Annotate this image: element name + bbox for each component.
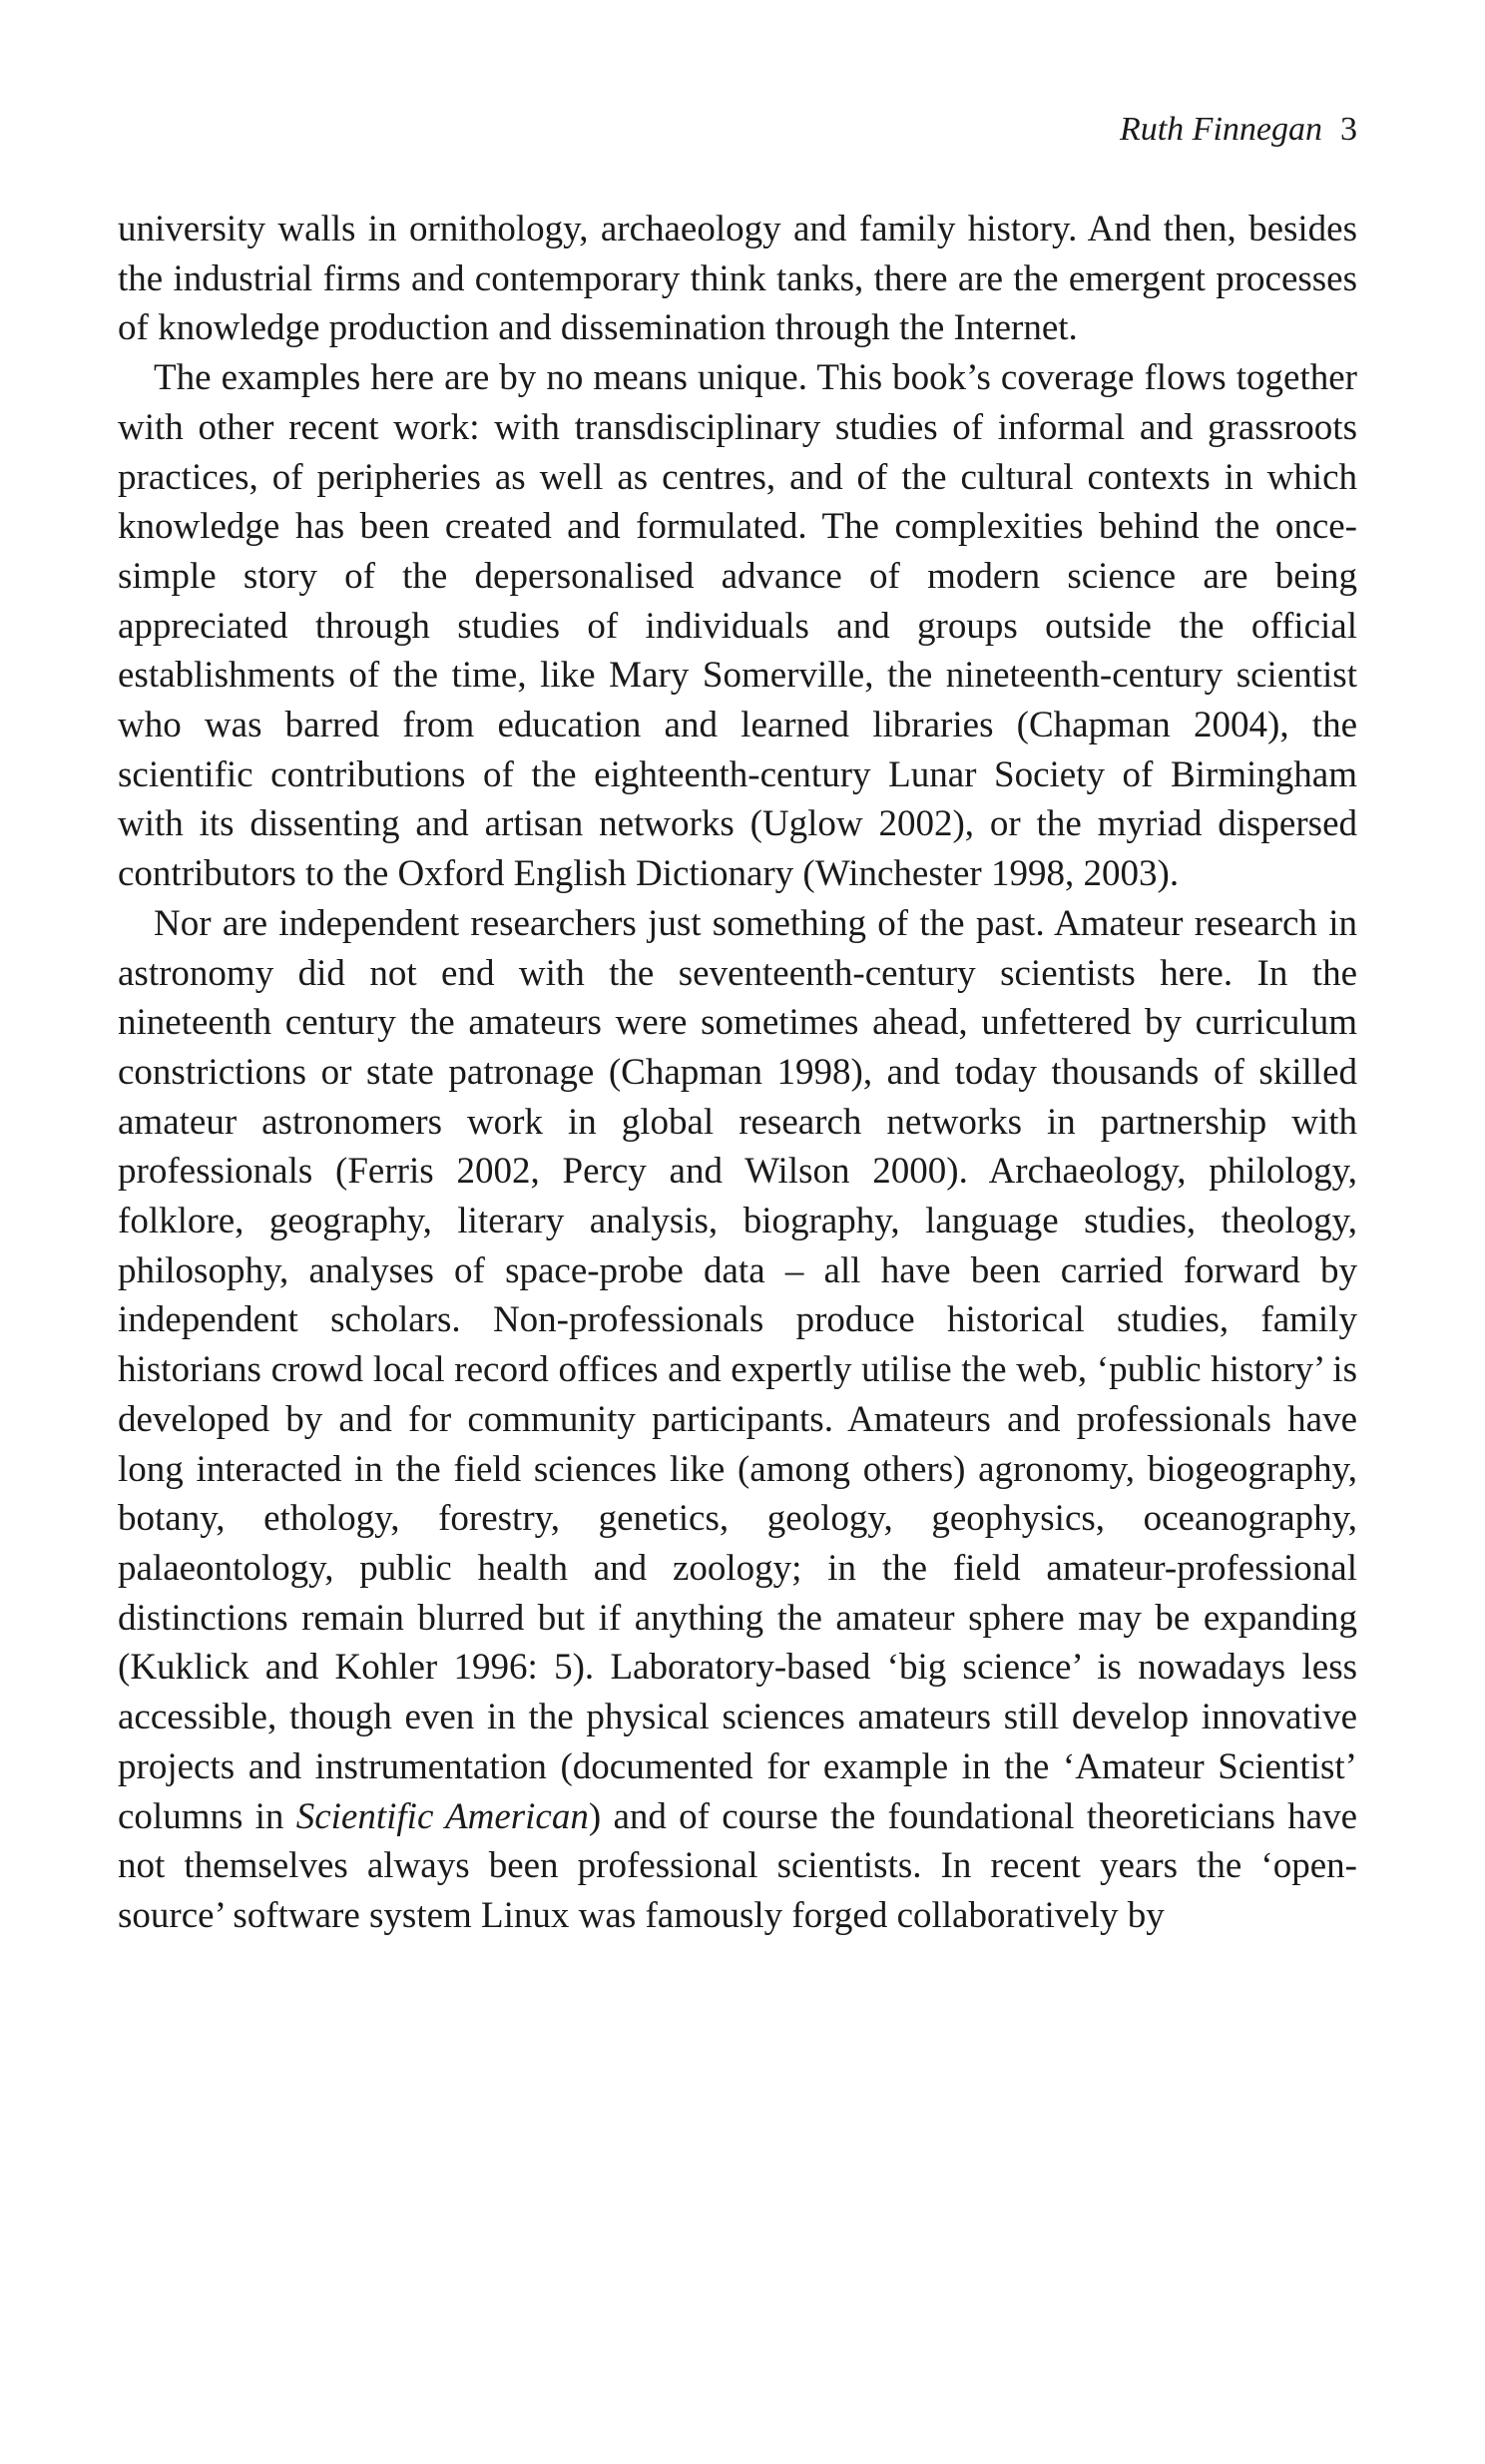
paragraph-2-text: The examples here are by no means unique. This book’s coverage flows together with other recent work: with transdisciplinary studies of informal and grassroots practices, of peripheries as well as centres, and of the cultural contexts in which knowledge has been created and formulated. The complexities behind the once-simple story of the depersonalised advance of modern science are being appreciated through studies of individuals and groups outside the official establishments of the time, like Mary Somerville, the nineteenth-century scientist who was barred from education and learned libraries (Chapman 2004), the scientific contributions of the eighteenth-century Lunar Society of Birmingham with its dissenting and artisan networks (Uglow 2002), or the myriad dispersed contributors to the Oxford English Dictionary (Winchester 1998, 2003). — [118, 357, 1357, 895]
paragraph-3 — [118, 899, 1357, 1941]
running-head-author: Ruth Finnegan — [1119, 111, 1322, 148]
running-head — [1120, 110, 1357, 150]
paragraph-3-text-part-2: ) and of course the foundational theoreticians have not themselves always been professional scientists. In recent years the ‘open-source’ software system Linux was famously forged collaboratively by — [118, 1795, 1357, 1936]
body-text — [118, 205, 1357, 1941]
page-number: 3 — [1340, 111, 1357, 148]
paragraph-2 — [118, 353, 1357, 899]
paragraph-3-text-part-1: Nor are independent researchers just something of the past. Amateur research in astronomy did not end with the seventeenth-century scientists here. In the nineteenth century the amateurs were sometimes ahead, unfettered by curriculum constrictions or state patronage (Chapman 1998), and today thousands of skilled amateur astronomers work in global research networks in partnership with professionals (Ferris 2002, Percy and Wilson 2000). Archaeology, philology, folklore, geography, literary analysis, biography, language studies, theology, philosophy, analyses of space-probe data – all have been carried forward by independent scholars. Non-professionals produce historical studies, family historians crowd local record offices and expertly utilise the web, ‘public history’ is developed by and for community participants. Amateurs and professionals have long interacted in the field sciences like (among others) agronomy, biogeography, botany, ethology, forestry, genetics, geology, geophysics, oceanography, palaeontology, public health and zoology; in the field amateur-professional distinctions remain blurred but if anything the amateur sphere may be expanding (Kuklick and Kohler 1996: 5). Laboratory-based ‘big science’ is nowadays less accessible, though even in the physical sciences amateurs still develop innovative projects and instrumentation (documented for example in the ‘Amateur Scientist’ columns in — [118, 902, 1357, 1837]
journal-title-scientific-american: Scientific American — [295, 1795, 589, 1837]
paragraph-1-text: university walls in ornithology, archaeology and family history. And then, besides the industrial firms and contemporary think tanks, there are the emergent processes of knowledge production and dissemination through the Internet. — [118, 209, 1357, 349]
paragraph-1 — [118, 205, 1357, 353]
